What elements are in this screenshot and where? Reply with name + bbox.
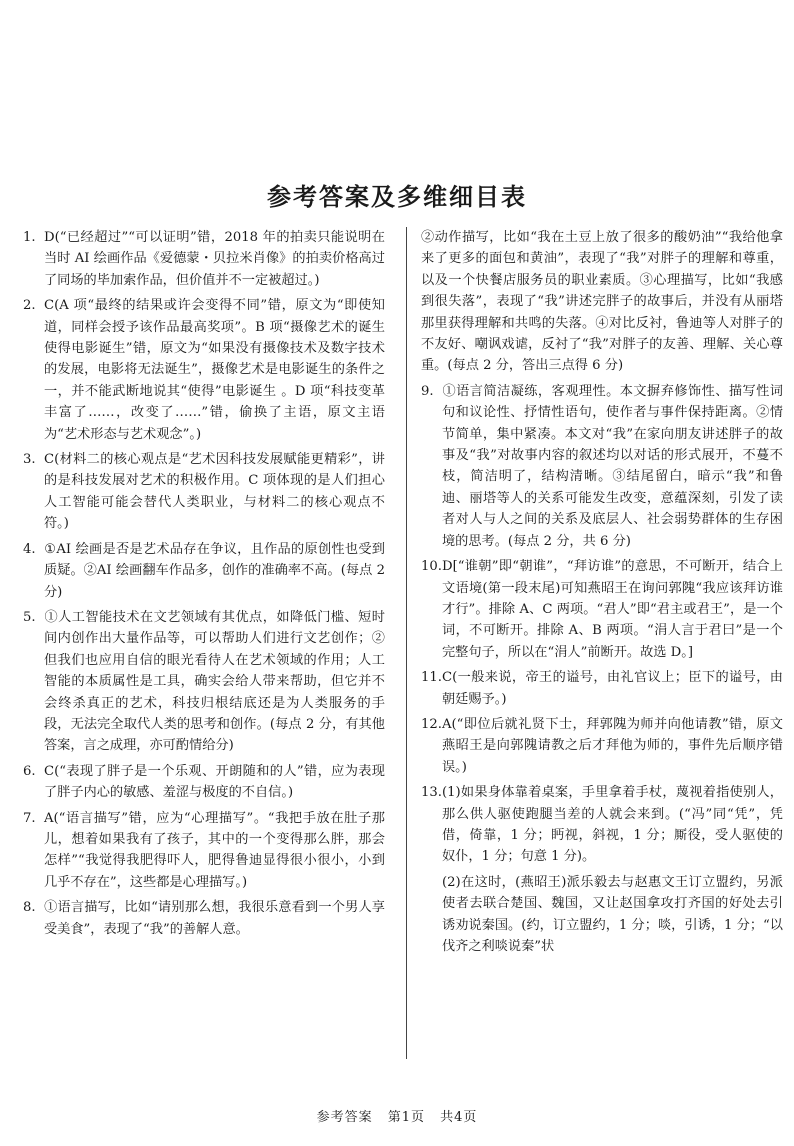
answer-item-12: 12.A(“即位后就礼贤下士，拜郭隗为师并向他请教”错，原文燕昭王是向郭隗请教之后才拜他为师的，事件先后顺序错误。) [421, 716, 783, 775]
answer-item-8: 8. ①语言描写，比如“请别那么想，我很乐意看到一个男人享受美食”，表现了“我”的善解人意。 [23, 900, 385, 937]
right-column [421, 227, 783, 1059]
footer-label: 参考答案 [316, 1110, 373, 1125]
answer-item-9: 9. ①语言简洁凝练，客观理性。本文摒弃修饰性、描写性词句和议论性、抒情性语句，使作者与事件保持距离。②情节简单，集中紧凑。本文对“我”在家向朋友讲述胖子的故事及“我”对故事内容的叙述均以对话的形式展开，不蔓不枝，简洁明了，结构清晰。③结尾留白，暗示“我”和鲁迪、丽塔等人的关系可能发生改变，意蕴深刻，引发了读者对人与人之间的关系及底层人、社会弱势群体的生存困境的思考。(每点 2 分，共 6 分) [421, 383, 783, 549]
answer-item-1: 1. D(“已经超过”“可以证明”错，2018 年的拍卖只能说明在当时 AI 绘画作品《爱德蒙・贝拉米肖像》的拍卖价格高过了同场的毕加索作品，但价值并不一定被超过。) [23, 230, 385, 288]
answer-item-13: 13.(1)如果身体靠着桌案，手里拿着手杖，蔑视着指使别人，那么供人驱使跑腿当差的人就会来到。(“冯”同“凭”，凭借，倚靠，1 分；眄视，斜视，1 分；厮役，受人驱使的奴仆，1 分；句意 1 分)。 [421, 785, 783, 865]
answer-item-4: 4. ①AI 绘画是否是艺术品存在争议，且作品的原创性也受到质疑。②AI 绘画翻车作品多，创作的准确率不高。(每点 2 分) [23, 541, 385, 600]
footer-total-pages: 共4页 [440, 1110, 478, 1125]
column-divider [406, 227, 407, 1059]
answer-item-6: 6. C(“表现了胖子是一个乐观、开朗随和的人”错，应为表现了胖子内心的敏感、羞涩与极度的不自信。) [23, 763, 385, 801]
answer-item-10: 10.D[“谁朝”即“朝谁”，“拜访谁”的意思，不可断开，结合上文语境(第一段末尾)可知燕昭王在询问郭隗“我应该拜访谁才行”。排除 A、C 两项。“君人”即“君主或君王”，是一个词，不可断开。排除 A、B 两项。“涓人言于君曰”是一个完整句子，所以在“涓人”前断开。故选 D。] [421, 559, 783, 660]
left-column [23, 227, 385, 1059]
answer-item-11: 11.C(一般来说，帝王的谥号，由礼官议上；臣下的谥号，由朝廷赐予。) [421, 670, 783, 707]
answer-item-13-part-2: (2)在这时，(燕昭王)派乐毅去与赵惠文王订立盟约，另派使者去联合楚国、魏国，又让赵国拿攻打齐国的好处去引诱劝说秦国。(约，订立盟约，1 分；啖，引诱，1 分；“以伐齐之利啖说秦”状 [442, 874, 783, 954]
page-footer [0, 1106, 794, 1125]
answer-item-7: 7. A(“语言描写”错，应为“心理描写”。“我把手放在肚子那儿，想着如果我有了孩子，其中的一个变得那么胖，那会怎样”“我觉得我肥得吓人，肥得鲁迪显得很小很小，小到几乎不存在”，这些都是心理描写。) [23, 810, 385, 890]
answer-item-3: 3. C(材料二的核心观点是“艺术因科技发展赋能更精彩”，讲的是科技发展对艺术的积极作用。C 项体现的是人们担心人工智能可能会替代人类职业，与材料二的核心观点不符。) [23, 452, 385, 532]
footer-page-number: 第1页 [387, 1110, 425, 1125]
answer-item-8-continued: ②动作描写，比如“我在土豆上放了很多的酸奶油”“我给他拿来了更多的面包和黄油”，表现了“我”对胖子的理解和尊重，以及一个快餐店服务员的职业素质。③心理描写，比如“我感到很失落”，表现了“我”讲述完胖子的故事后，并没有从丽塔那里获得理解和共鸣的失落。④对比反衬，鲁迪等人对胖子的不友好、嘲讽戏谑，反衬了“我”对胖子的友善、理解、关心尊重。(每点 2 分，答出三点得 6 分) [421, 230, 783, 374]
answer-item-5: 5. ①人工智能技术在文艺领域有其优点，如降低门槛、短时间内创作出大量作品等，可以帮助人们进行文艺创作；②但我们也应用自信的眼光看待人在艺术领域的作用；人工智能的本质属性是工具，确实会给人带来帮助，但它并不会终杀真正的艺术，科技归根结底还是为人类服务的手段，无法完全取代人类的思考和创作。(每点 2 分，有其他答案，言之成理，亦可酌情给分) [23, 609, 385, 754]
answer-item-2: 2. C(A 项“最终的结果或许会变得不同”错，原文为“即使知道，同样会授予该作品最高奖项”。B 项“摄像艺术的诞生使得电影诞生”错，原文为“如果没有摄像技术及数字技术的发展，电影将无法诞生”，摄像艺术是电影诞生的条件之一，并不能武断地说其“使得”电影诞生 。D 项“科技变革丰富了……，改变了……”错，偷换了主语，原文主语为“艺术形态与艺术观念”。) [23, 298, 385, 442]
page-title: 参考答案及多维细目表 [267, 183, 527, 211]
